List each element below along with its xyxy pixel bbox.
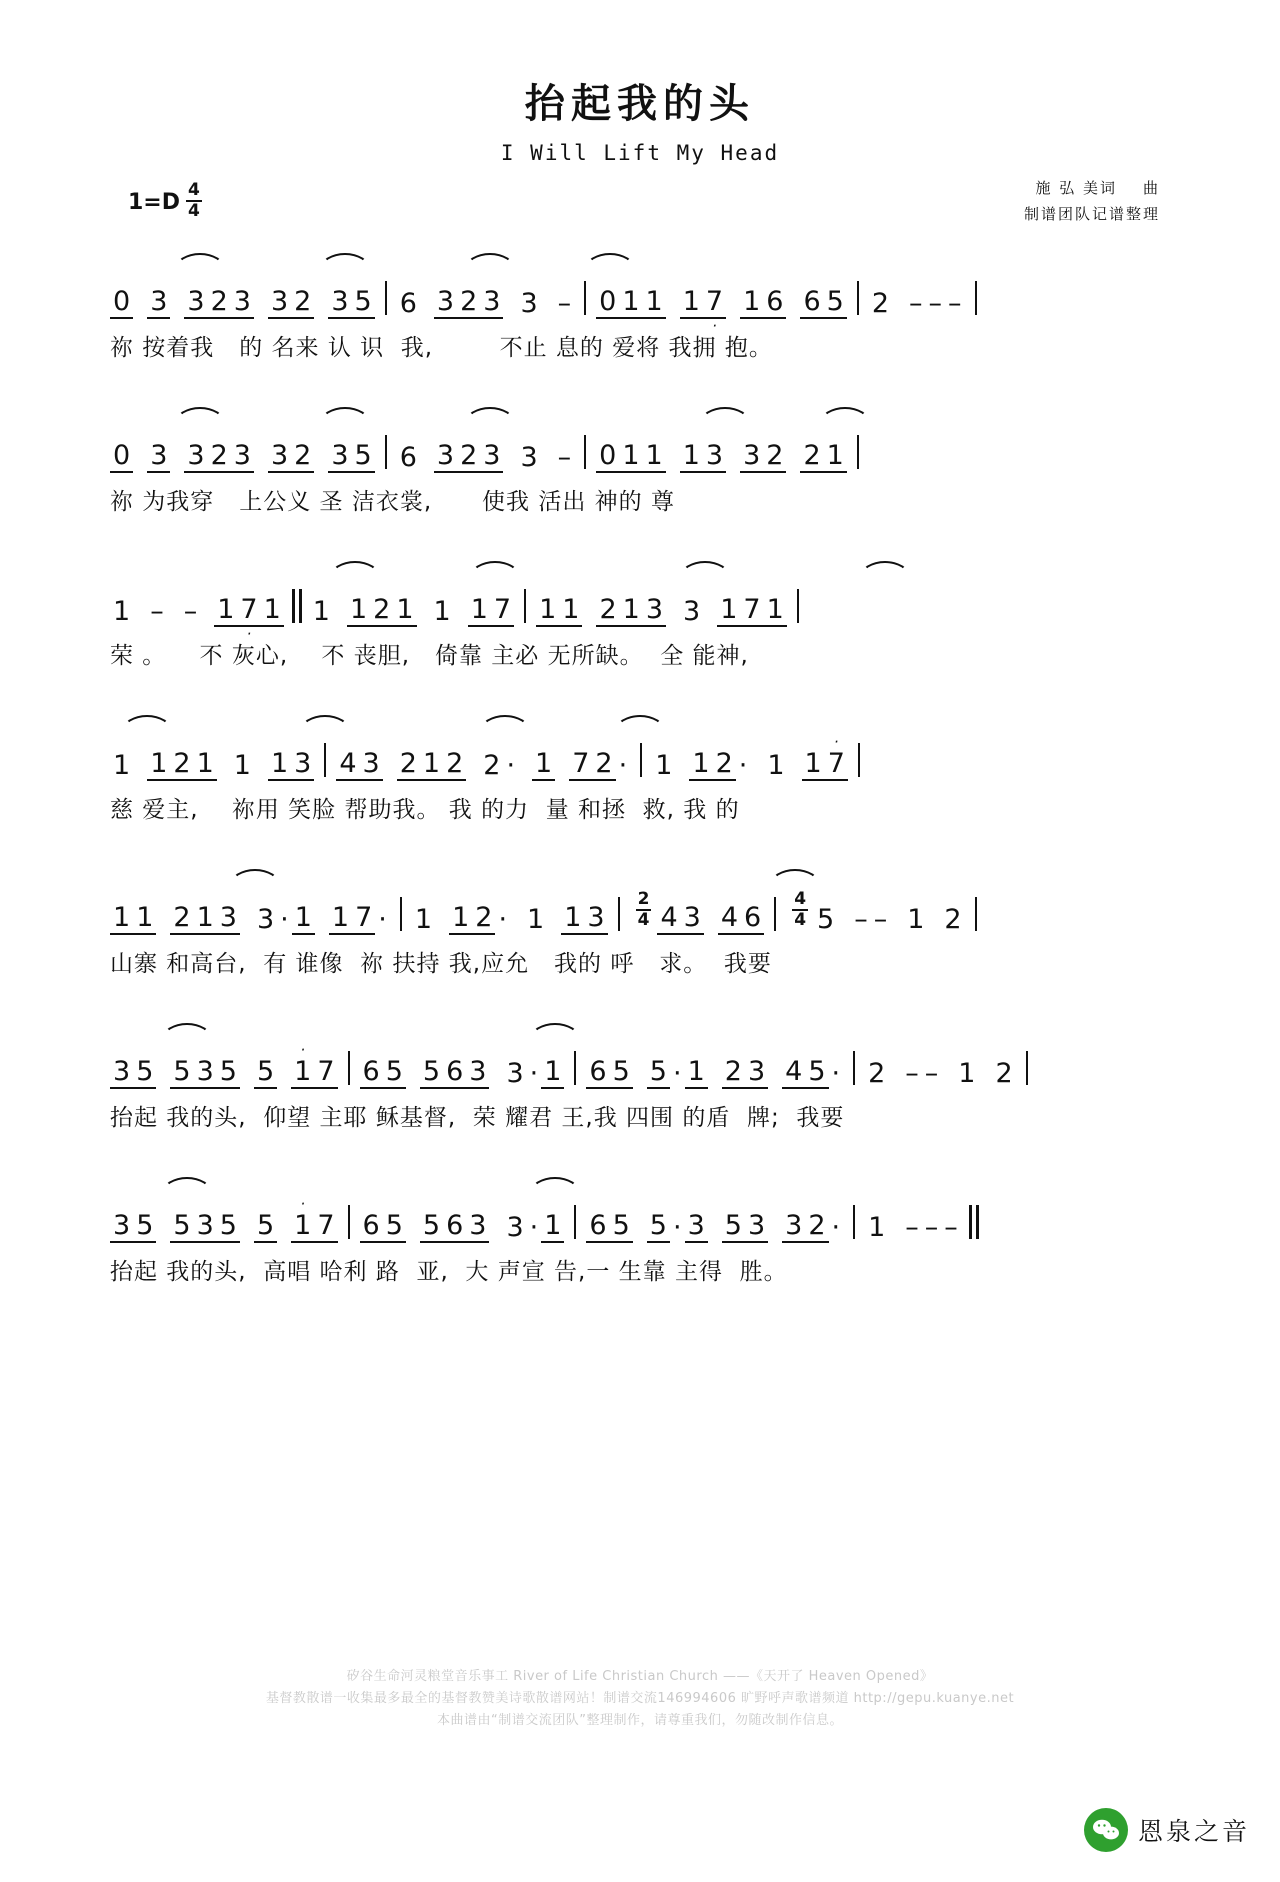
music-system: [0, 1035, 1280, 1133]
credits: [1024, 175, 1160, 227]
composer-credit: 曲: [1142, 179, 1160, 197]
repeat-barline: [292, 589, 302, 623]
score-body: [0, 265, 1280, 1287]
notation-row: 1 1 2 1 1 1 3 4 3 2 1 2 2 · 1 7 2 · 1 1 2 · 1 1 7 ·: [110, 727, 1170, 781]
notation-row: 3 5 5 3 5 5 1 · 7 6 5 5 6 3 3 · 1 6 5 5 · 1 2 3 4 5 · 2 – – 1 2: [110, 1035, 1170, 1089]
credits-line-2: 制谱团队记谱整理: [1023, 205, 1160, 223]
time-signature-change-4-4: $\frac{4}{4}$: [794, 889, 807, 930]
lyricist-credit: 施 弘 美词: [1035, 179, 1117, 197]
time-signature-denominator: 4: [188, 201, 200, 221]
wechat-icon: [1084, 1808, 1128, 1852]
score-meta: [0, 171, 1280, 241]
credits-line-1: [1024, 175, 1160, 201]
footer-line-2: 基督教散谱一收集最多最全的基督教赞美诗歌散谱网站！制谱交流146994606 旷野呼声歌谱频道 http://gepu.kuanye.net: [265, 1691, 1015, 1706]
notation-row: 3 5 5 3 5 5 1 · 7 6 5 5 6 3 3 · 1 6 5 5 · 3 5 3 3 2 · 1 – – –: [110, 1189, 1170, 1243]
lyrics-row: 慈 爱主, 祢用 笑脸 帮助我。 我 的力 量 和拯 救, 我 的: [110, 797, 740, 823]
watermark: [1084, 1808, 1250, 1852]
footer-credits: [0, 1666, 1280, 1732]
lyrics-row: 抬起 我的头, 仰望 主耶 稣基督, 荣 耀君 王,我 四围 的盾 牌; 我要: [110, 1105, 845, 1131]
time-signature: [186, 182, 202, 220]
music-system: [0, 881, 1280, 979]
notation-row: 1 – – 1 7 · 1 1 1 2 1 1 1 7 1 1 2 1 3 3 1 7 1: [110, 573, 1170, 627]
key-signature: [128, 180, 202, 221]
time-signature-change-2-4: $\frac{2}{4}$: [637, 889, 650, 930]
page-subtitle: I Will Lift My Head: [500, 141, 780, 165]
lyrics-row: 祢 为我穿 上公义 圣 洁衣裳, 使我 活出 神的 尊: [110, 489, 675, 515]
sheet-music-page: [0, 72, 1280, 1882]
key-label: 1=D: [128, 189, 181, 215]
music-system: [0, 727, 1280, 825]
music-system: [0, 573, 1280, 671]
music-system: [0, 265, 1280, 363]
footer-line-1: 矽谷生命河灵粮堂音乐事工 River of Life Christian Church ——《天开了 Heaven Opened》: [346, 1669, 934, 1684]
notation-row: 0 3 3 2 3 3 2 3 5 6 3 2 3 3 – 0 1 1 1 3 3 2 2 1: [110, 419, 1170, 473]
lyrics-row: 山寨 和高台, 有 谁像 祢 扶持 我,应允 我的 呼 求。 我要: [110, 951, 772, 977]
notation-row: 0 3 3 2 3 3 2 3 5 6 3 2 3 3 – 0 1 1 1 7 · 1 6 6 5 2 – – –: [110, 265, 1170, 319]
music-system: [0, 1189, 1280, 1287]
music-system: [0, 419, 1280, 517]
lyrics-row: 抬起 我的头, 高唱 哈利 路 亚, 大 声宣 告,一 生靠 主得 胜。: [110, 1259, 788, 1285]
lyrics-row: 祢 按着我 的 名来 认 识 我, 不止 息的 爱将 我拥 抱。: [110, 335, 773, 361]
lyrics-row: 荣 。 不 灰心, 不 丧胆, 倚靠 主必 无所缺。 全 能神,: [110, 643, 749, 669]
footer-line-3: 本曲谱由“制谱交流团队”整理制作，请尊重我们，勿随改制作信息。: [437, 1713, 843, 1728]
final-barline: [969, 1205, 979, 1239]
notation-row: 1 1 2 1 3 3 · 1 1 7 · 1 1 2 · 1 1 3 $\frac{2}{4}$ 4 3 4 6 $\frac{4}{4}$ 5 – – 1 2: [110, 881, 1170, 935]
page-title: 抬起我的头: [525, 81, 755, 127]
watermark-label: 恩泉之音: [1137, 1817, 1250, 1846]
time-signature-numerator: 4: [188, 180, 200, 200]
